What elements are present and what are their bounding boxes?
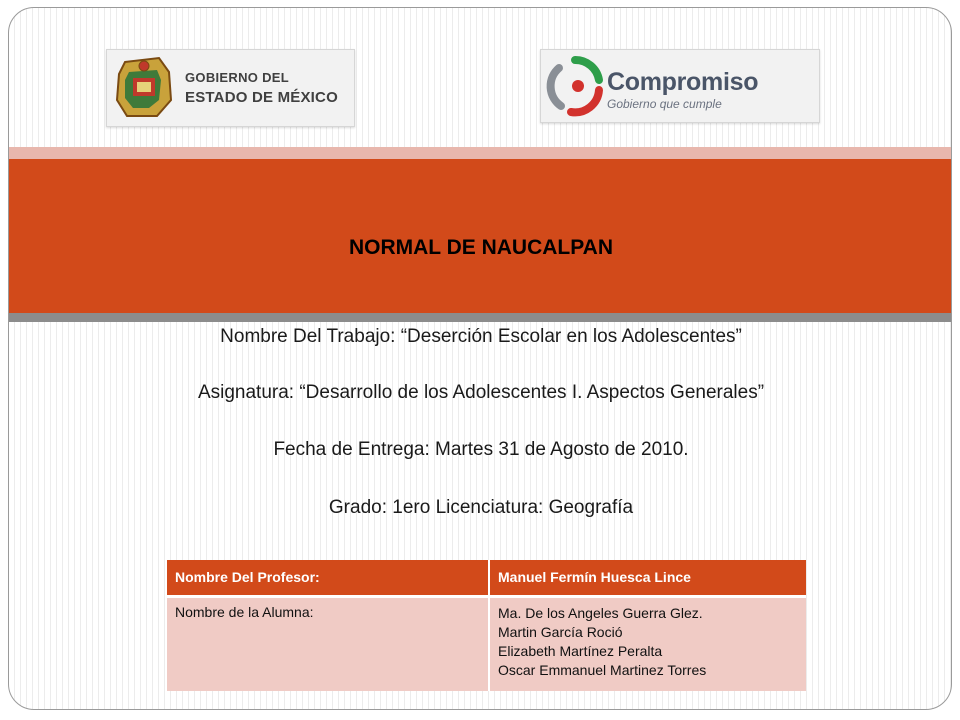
fecha-line: Fecha de Entrega: Martes 31 de Agosto de 2010.	[273, 439, 689, 460]
names-table	[167, 560, 806, 691]
compromiso-logo	[540, 49, 820, 123]
alumna-values	[489, 596, 806, 691]
asignatura-line: Asignatura: “Desarrollo de los Adolescentes I. Aspectos Generales”	[197, 382, 765, 403]
title-band-bottom-stripe	[9, 313, 952, 322]
slide-title: NORMAL DE NAUCALPAN	[348, 236, 614, 259]
profesor-label: Nombre Del Profesor:	[167, 560, 489, 596]
title-band-top-stripe	[9, 147, 952, 159]
logo-left-line1: GOBIERNO DEL	[185, 70, 289, 85]
logo-right-line1: Compromiso	[607, 68, 759, 96]
grado-line: Grado: 1ero Licenciatura: Geografía	[328, 497, 634, 518]
table-row-profesor	[167, 560, 806, 596]
profesor-value: Manuel Fermín Huesca Lince	[489, 560, 806, 596]
coat-of-arms-icon	[107, 50, 354, 126]
slide	[8, 7, 952, 710]
alumna-label: Nombre de la Alumna:	[167, 596, 489, 691]
alumna-name: Elizabeth Martínez Peralta	[498, 642, 663, 659]
alumna-name: Oscar Emmanuel Martinez Torres	[498, 661, 707, 678]
alumna-name: Ma. De los Angeles Guerra Glez.	[498, 604, 703, 621]
logo-right-line2: Gobierno que cumple	[607, 97, 722, 111]
logo-left-line2: ESTADO DE MÉXICO	[185, 89, 338, 106]
gobierno-estado-mexico-logo	[106, 49, 355, 127]
table-row-alumna	[167, 596, 806, 691]
trabajo-line: Nombre Del Trabajo: “Deserción Escolar en los Adolescentes”	[220, 326, 742, 347]
alumna-name: Martin García Roció	[498, 623, 623, 640]
